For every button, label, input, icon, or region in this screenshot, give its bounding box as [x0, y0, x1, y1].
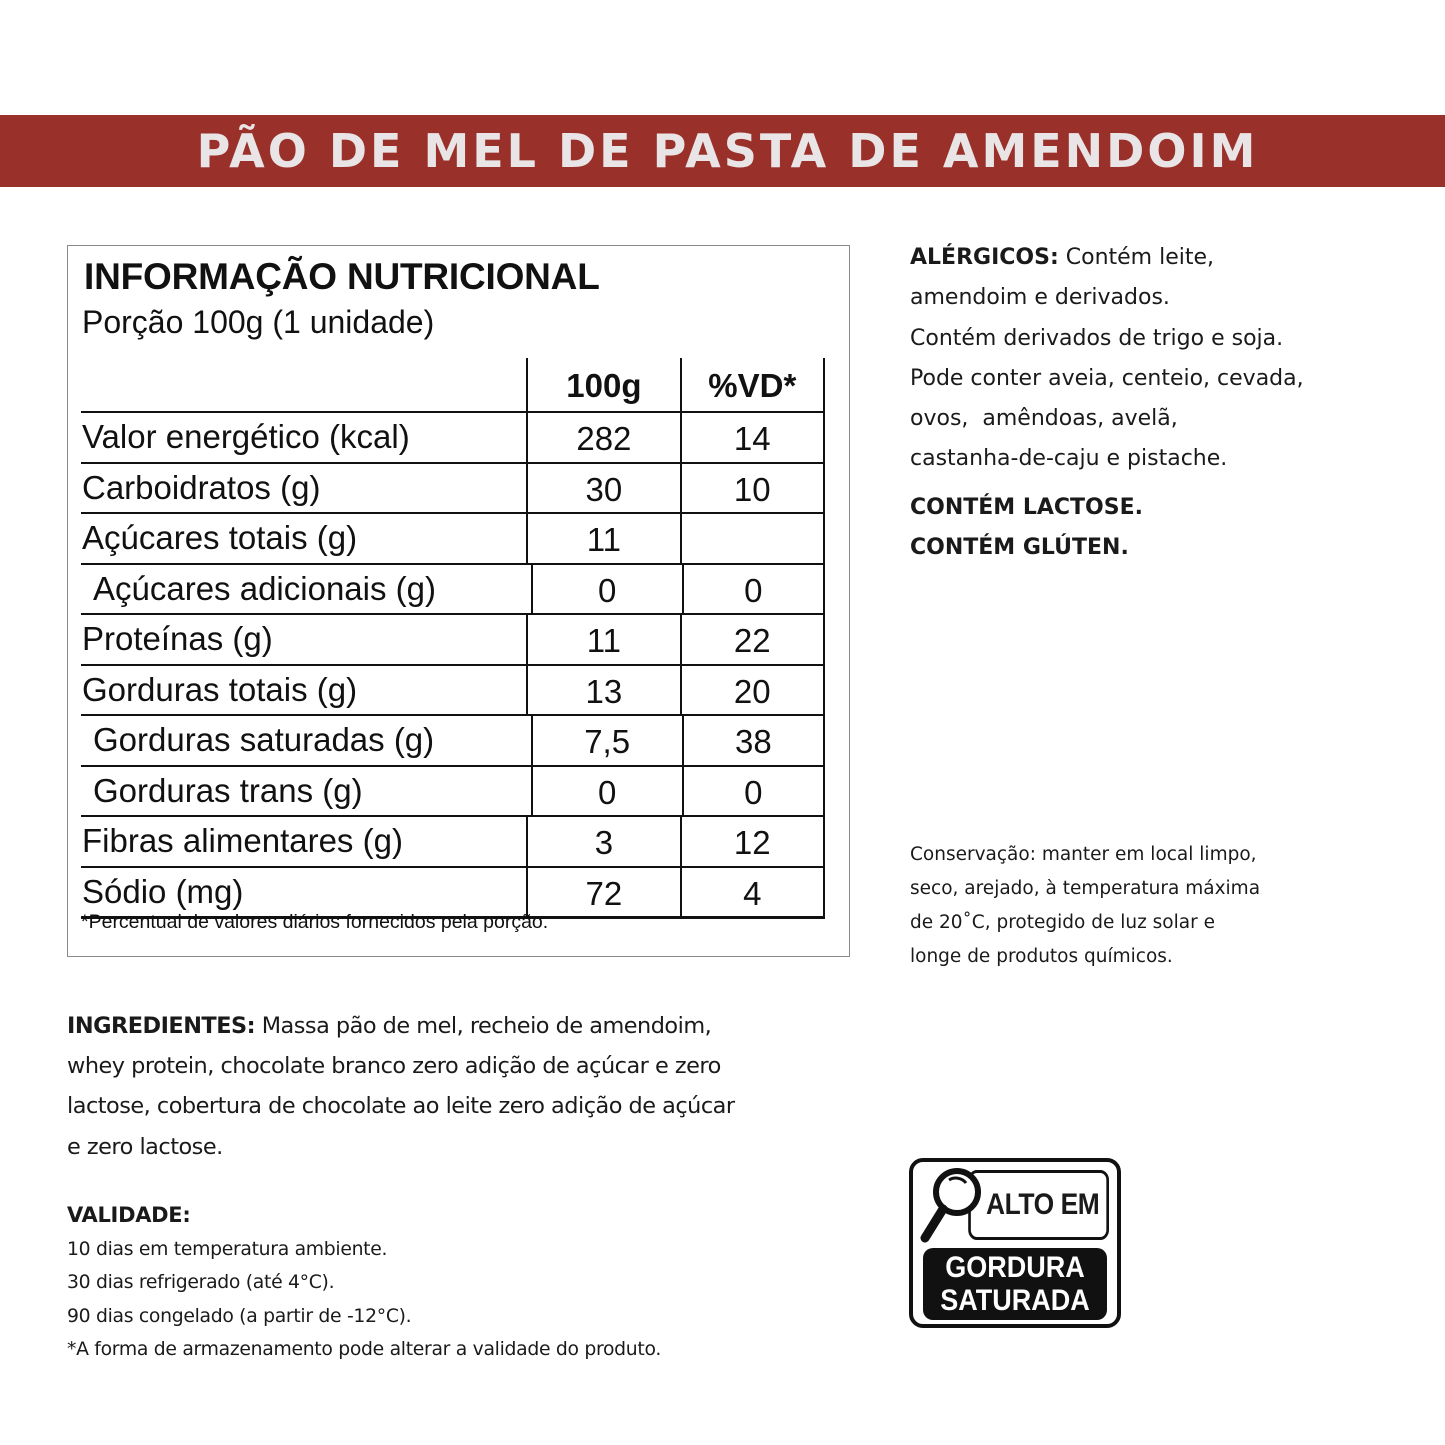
header-per-100g: 100g — [526, 358, 679, 411]
ingredients-section — [67, 1006, 867, 1167]
nutrient-vd: 14 — [680, 413, 825, 462]
nutrient-label: Fibras alimentares (g) — [82, 822, 403, 859]
nutrient-vd — [680, 514, 825, 563]
validity-line: 30 dias refrigerado (até 4°C). — [67, 1272, 335, 1294]
nutrient-vd: 22 — [680, 615, 825, 664]
table-row — [81, 411, 825, 462]
allergens-section — [910, 238, 1380, 568]
allergens-line: amendoim e derivados. — [910, 285, 1170, 311]
allergens-line: Contém derivados de trigo e soja. — [910, 325, 1284, 351]
table-row — [81, 563, 825, 614]
conservation-line: Conservação: manter em local limpo, — [910, 844, 1257, 865]
nutrient-label: Gorduras trans (g) — [93, 771, 363, 809]
lactose-warning: CONTÉM LACTOSE. — [910, 494, 1143, 520]
validity-title: VALIDADE: — [67, 1203, 191, 1227]
header-vd: %VD* — [680, 358, 825, 411]
nutrient-value: 11 — [526, 514, 679, 563]
nutrient-label: Carboidratos (g) — [82, 468, 321, 506]
header-label — [81, 358, 526, 411]
nutrient-value: 0 — [531, 767, 682, 816]
allergens-line: ovos, amêndoas, avelã, — [910, 406, 1178, 432]
validity-line: *A forma de armazenamento pode alterar a validade do produto. — [67, 1339, 661, 1361]
table-row — [81, 462, 825, 513]
gluten-warning: CONTÉM GLÚTEN. — [910, 534, 1129, 560]
ingredients-line: lactose, cobertura de chocolate ao leite zero adição de açúcar — [67, 1093, 735, 1120]
ingredients-line: INGREDIENTES: Massa pão de mel, recheio de amendoim, — [67, 1013, 712, 1039]
table-row — [81, 613, 825, 664]
ingredients-line: e zero lactose. — [67, 1133, 223, 1160]
conservation-line: longe de produtos químicos. — [910, 946, 1173, 967]
nutrient-value: 7,5 — [531, 716, 682, 765]
allergens-line: Pode conter aveia, centeio, cevada, — [910, 365, 1304, 391]
allergens-line: ALÉRGICOS: Contém leite, — [910, 245, 1215, 270]
nutrient-vd: 38 — [682, 716, 825, 765]
nutrient-label: Proteínas (g) — [82, 620, 273, 657]
allergens-label: ALÉRGICOS: — [910, 245, 1059, 270]
nutrient-value: 282 — [526, 413, 679, 462]
nutrition-facts-panel — [67, 245, 850, 957]
nutrient-label: Gorduras totais (g) — [82, 670, 358, 708]
nutrient-label: Valor energético (kcal) — [82, 418, 410, 455]
seal-bottom-label: GORDURA SATURADA — [923, 1248, 1107, 1320]
nutrient-value: 13 — [526, 666, 679, 715]
table-header-row — [81, 358, 825, 411]
nutrient-vd: 10 — [680, 464, 825, 513]
nutrient-label: Sódio (mg) — [82, 872, 244, 910]
nutrient-label: Gorduras saturadas (g) — [93, 721, 435, 758]
table-row — [81, 512, 825, 563]
title-banner — [0, 115, 1445, 187]
nutrition-footnote: *Percentual de valores diários fornecidos pela porção. — [81, 911, 549, 933]
nutrient-value: 72 — [526, 868, 679, 917]
table-row — [81, 765, 825, 816]
nutrient-value: 11 — [526, 615, 679, 664]
nutrient-label: Açúcares totais (g) — [82, 519, 358, 556]
seal-top-label: ALTO EM — [968, 1170, 1109, 1240]
table-row — [81, 714, 825, 765]
nutrient-label: Açúcares adicionais (g) — [93, 569, 436, 607]
table-row — [81, 815, 825, 866]
nutrient-value: 0 — [531, 565, 682, 614]
nutrient-vd: 0 — [682, 767, 825, 816]
allergens-line: castanha-de-caju e pistache. — [910, 446, 1228, 472]
conservation-line: de 20˚C, protegido de luz solar e — [910, 912, 1215, 933]
table-row — [81, 664, 825, 715]
validity-line: 90 dias congelado (a partir de -12°C). — [67, 1305, 412, 1327]
nutrition-title: INFORMAÇÃO NUTRICIONAL — [84, 256, 600, 297]
conservation-line: seco, arejado, à temperatura máxima — [910, 878, 1261, 899]
nutrition-table — [81, 358, 825, 919]
nutrient-vd: 12 — [680, 817, 825, 866]
validity-line: 10 dias em temperatura ambiente. — [67, 1238, 388, 1260]
nutrient-vd: 0 — [682, 565, 825, 614]
nutrient-vd: 4 — [680, 868, 825, 917]
nutrient-value: 3 — [526, 817, 679, 866]
high-saturated-fat-seal — [909, 1158, 1121, 1328]
ingredients-line: whey protein, chocolate branco zero adição de açúcar e zero — [67, 1053, 721, 1080]
nutrient-vd: 20 — [680, 666, 825, 715]
product-title: PÃO DE MEL DE PASTA DE AMENDOIM — [196, 124, 1259, 178]
conservation-section — [910, 838, 1350, 974]
validity-section — [67, 1199, 827, 1367]
nutrient-value: 30 — [526, 464, 679, 513]
ingredients-label: INGREDIENTES: — [67, 1013, 256, 1039]
portion-size: Porção 100g (1 unidade) — [82, 304, 435, 340]
magnifying-glass-icon — [919, 1166, 983, 1246]
